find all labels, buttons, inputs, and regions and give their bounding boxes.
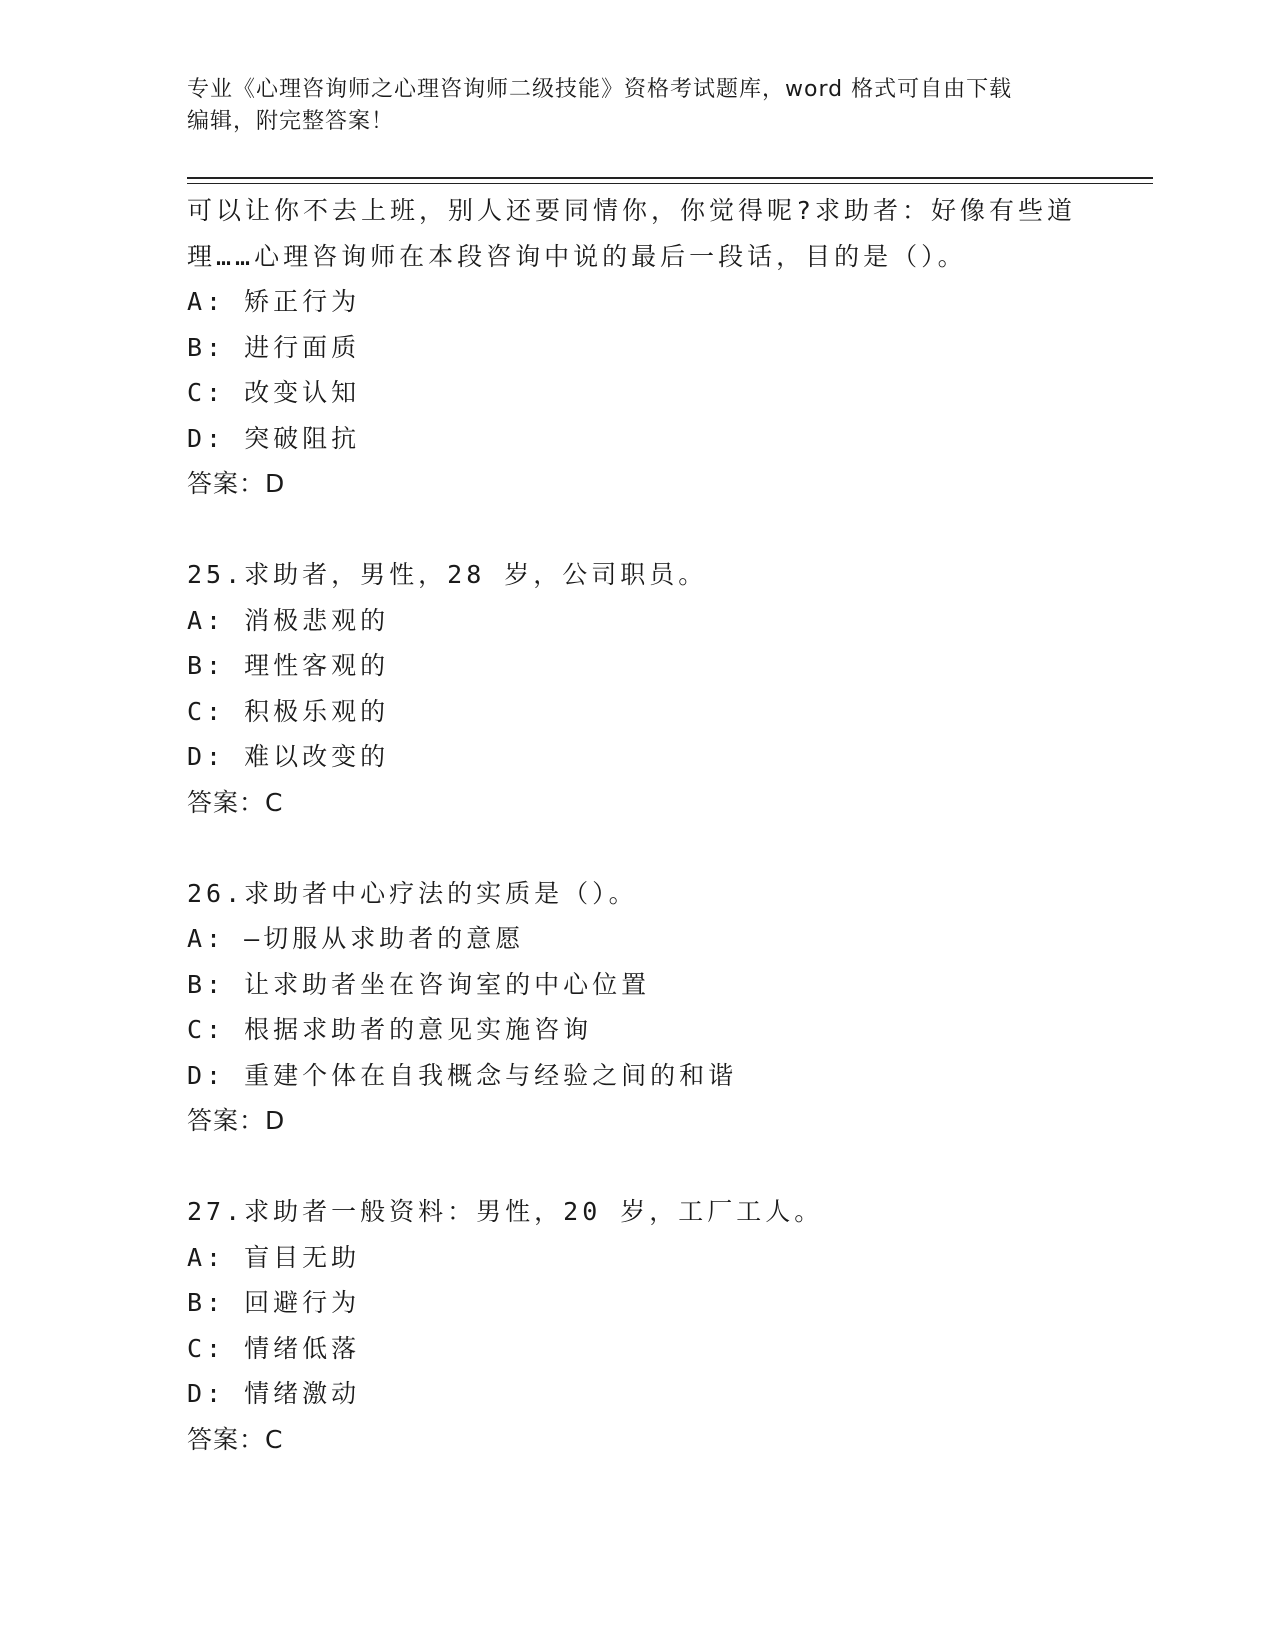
header-divider-thin <box>187 183 1153 184</box>
option-d: D: 难以改变的 <box>187 742 390 771</box>
option-b: B: 回避行为 <box>187 1288 361 1317</box>
question-continued <box>187 188 1107 507</box>
question-stem-line: 可以让你不去上班，别人还要同情你，你觉得呢?求助者：好像有些道 <box>187 196 1077 225</box>
option-a: A: 盲目无助 <box>187 1242 361 1272</box>
option-c: C: 根据求助者的意见实施咨询 <box>187 1015 593 1044</box>
question-stem: 27.求助者一般资料：男性，20 岁，工厂工人。 <box>187 1197 824 1226</box>
spacer <box>187 507 1107 553</box>
question-stem-line: 理……心理咨询师在本段咨询中说的最后一段话，目的是（）。 <box>187 241 967 271</box>
option-d: D: 重建个体在自我概念与经验之间的和谐 <box>187 1060 738 1090</box>
question-25 <box>187 552 1107 825</box>
document-header <box>187 74 1087 138</box>
option-c: C: 情绪低落 <box>187 1333 361 1363</box>
header-line-2: 编辑，附完整答案！ <box>187 109 395 134</box>
option-c: C: 改变认知 <box>187 378 361 407</box>
header-line-1: 专业《心理咨询师之心理咨询师二级技能》资格考试题库，word 格式可自由下载 <box>187 77 1013 102</box>
answer-line: 答案：C <box>187 787 284 817</box>
option-a: A: —切服从求助者的意愿 <box>187 924 525 953</box>
option-c: C: 积极乐观的 <box>187 696 390 726</box>
option-b: B: 理性客观的 <box>187 651 390 680</box>
option-b: B: 让求助者坐在咨询室的中心位置 <box>187 969 651 999</box>
header-divider-thick <box>187 177 1153 179</box>
answer-line: 答案：C <box>187 1424 284 1454</box>
option-d: D: 情绪激动 <box>187 1379 361 1408</box>
question-27 <box>187 1189 1107 1462</box>
option-b: B: 进行面质 <box>187 332 361 362</box>
option-a: A: 消极悲观的 <box>187 605 390 635</box>
option-d: D: 突破阻抗 <box>187 423 361 453</box>
question-stem: 26.求助者中心疗法的实质是（）。 <box>187 878 638 908</box>
spacer <box>187 1144 1107 1190</box>
answer-line: 答案：D <box>187 1106 286 1135</box>
question-content <box>187 188 1107 1462</box>
question-stem: 25.求助者，男性，28 岁，公司职员。 <box>187 560 708 589</box>
spacer <box>187 825 1107 871</box>
option-a: A: 矫正行为 <box>187 287 361 316</box>
answer-line: 答案：D <box>187 469 286 498</box>
question-26 <box>187 871 1107 1144</box>
